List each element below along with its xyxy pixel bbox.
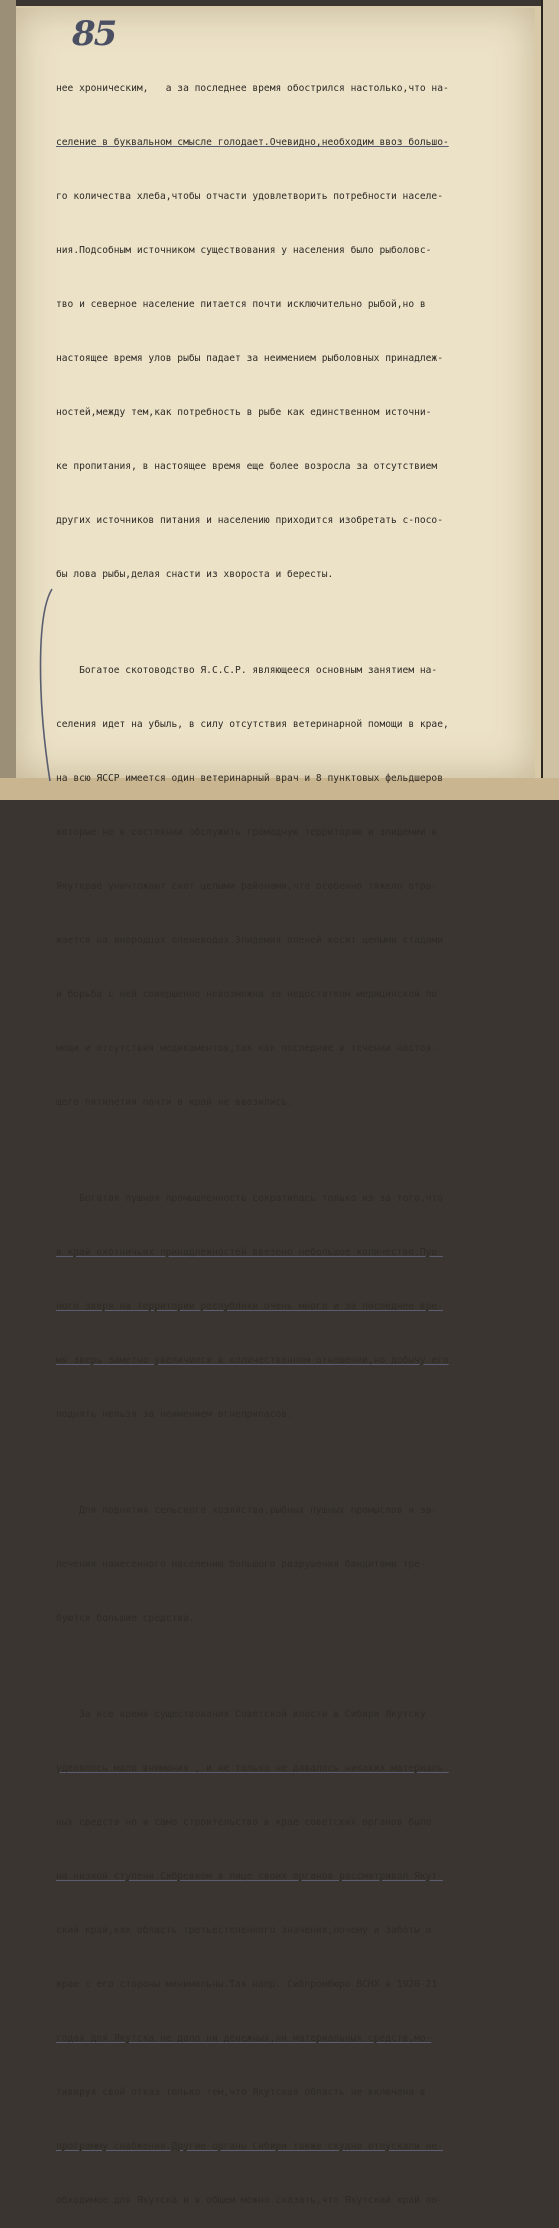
margin-bracket-mark [30, 585, 60, 785]
text-line: обходимое для Якутска и в общем можно сказать,что Якутский край по- [56, 2195, 443, 2206]
text-line: селение в буквальном смысле голодает.Очевидно,необходим ввоз большо- [56, 137, 449, 148]
text-line: мощи и отсутствия медикаментов,так как последние в течении настоя- [56, 1043, 438, 1054]
text-line: тво и северное население питается почти исключительно рыбой,но в [56, 299, 426, 310]
text-line: в край охотничьих принадлежностей ввезено небольшое количество.Пуш- [56, 1247, 443, 1258]
text-line: крае с его стороны минимальны.Так напр. Сибпромбюро ВСНХ в 1920-21 [56, 1979, 438, 1990]
text-line: Богатое скотоводство Я.С.С.Р. являющееся основным занятием на- [56, 665, 438, 676]
text-line: ных средств но и само строительство в крае советских органов было [56, 1817, 432, 1828]
text-line: на низкой ступени.Сибревком в лице своих органов рассматривал Якут- [56, 1871, 443, 1882]
text-line: ский край,как область третьестепенного значения,почему и заботы о [56, 1925, 432, 1936]
text-line: щего пятилетия почти в край не ввозились. [56, 1097, 293, 1108]
text-line: ного зверя на территории республики очень много и за последнее вре- [56, 1301, 443, 1312]
text-line: на всю ЯССР имеется один ветеринарный врач и 8 пунктовых фельдшеров [56, 773, 443, 784]
text-line: селения идет на убыль, в силу отсутствия ветеринарной помощи в крае, [56, 719, 449, 730]
text-line: ния.Подсобным источником существования у населения было рыболовс- [56, 245, 432, 256]
text-line: уделялось мало внимания , и не только не давалось никаких материаль- [56, 1763, 449, 1774]
text-line: поднять нельзя за неимением огнеприпасов. [56, 1409, 293, 1420]
text-line: настоящее время улов рыбы падает за неимением рыболовных принадлеж- [56, 353, 443, 364]
text-line: программу снабжения.Другие органы Сибири также скудно отпускали не- [56, 2141, 443, 2152]
text-line: Для поднятия сельского хозяйства,рыбных пушных промыслов и за- [56, 1505, 438, 1516]
right-binding-edge [541, 0, 559, 800]
text-line: го количества хлеба,чтобы отчасти удовлетворить потребности населе- [56, 191, 443, 202]
text-line: буются большие средства. [56, 1613, 195, 1624]
text-line: и борьба с ней совершенно невозможна за недостатком медицинской по- [56, 989, 443, 1000]
binding-divider [541, 0, 543, 800]
text-line: За все время существования Советской власти в Сибири Якутску [56, 1709, 426, 1720]
text-line: бы лова рыбы,делая снасти из хвороста и бересты. [56, 569, 334, 580]
text-line: лечения нанесенного населению большого разрушения бандитами тре- [56, 1559, 426, 1570]
text-line: тивируя свой отказ только тем,что Якутская область не включена в [56, 2087, 426, 2098]
text-line: жается на инородцах оленеводах.Эпидемия оленей косит целыми стадами [56, 935, 443, 946]
text-line: которые не в состоянии обслужить громадную территорию и эпидемии в [56, 827, 438, 838]
folio-number: 85 [72, 14, 116, 54]
text-line: мя зверь заметно увеличился в количественном отношении,но добычу его [56, 1355, 449, 1366]
text-line: Якуткрае уничтожают скот целыми районами,что особенно тяжело отра- [56, 881, 438, 892]
text-line: годах для Якутска не дало ни денежных,ни материальных средств,мо- [56, 2033, 432, 2044]
text-line: других источников питания и населению приходится изобретать с-посо- [56, 515, 443, 526]
text-line: ке пропитания, в настоящее время еще более возросла за отсутствием [56, 461, 438, 472]
left-binding-edge [0, 0, 16, 800]
text-line: Богатая пушная промышленность сократилась только из за того,что [56, 1193, 443, 1204]
text-line: ностей,между тем,как потребность в рыбе как единственном источни- [56, 407, 432, 418]
text-line: нее хроническим, а за последнее время обострился настолько,что на- [56, 83, 449, 94]
typewritten-text [56, 44, 506, 2228]
